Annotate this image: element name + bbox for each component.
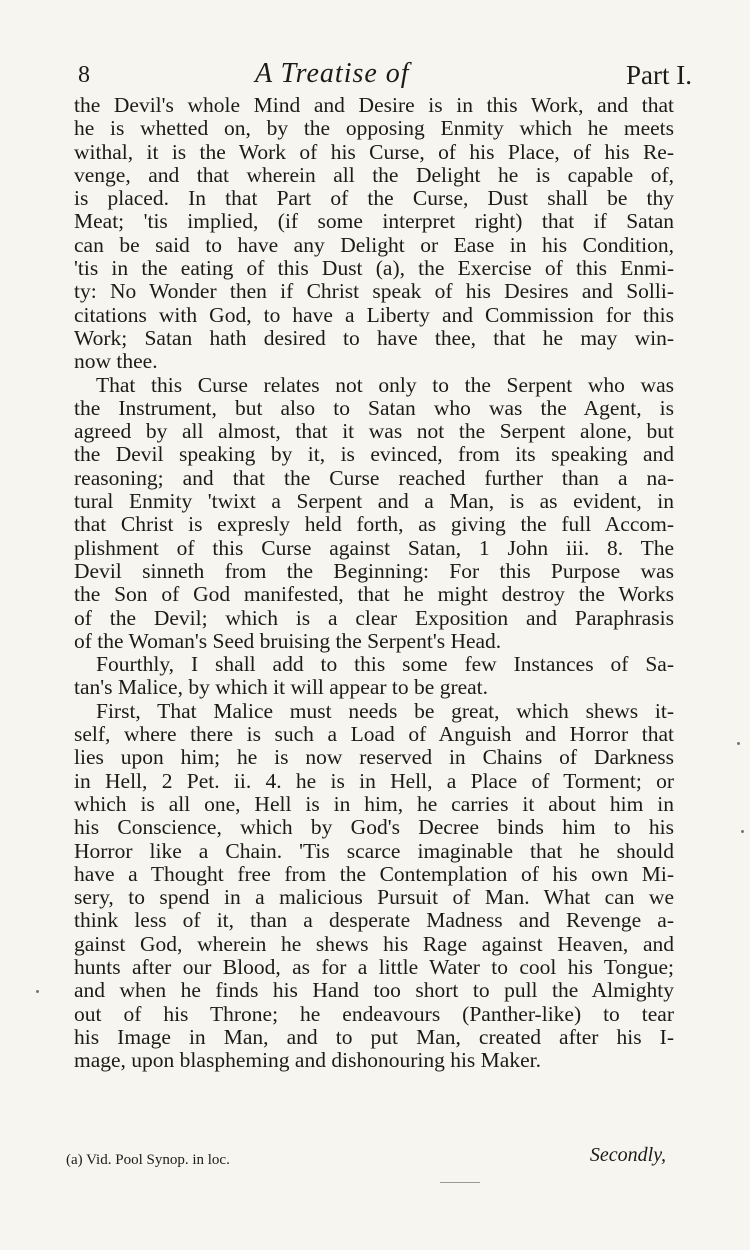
text-line: First, That Malice must needs be great, which shews it-	[96, 698, 674, 723]
text-line: can be said to have any Delight or Ease in his Condition,	[74, 232, 674, 257]
text-line: which is all one, Hell is in him, he carries it about him in	[74, 791, 674, 816]
text-line: tan's Malice, by which it will appear to be great.	[74, 675, 489, 700]
text-line: that Christ is expresly held forth, as giving the full Accom-	[74, 512, 674, 537]
margin-speck	[737, 742, 740, 745]
text-line: his Conscience, which by God's Decree binds him to his	[74, 815, 674, 840]
text-line: Meat; 'tis implied, (if some interpret right) that if Satan	[74, 209, 674, 234]
text-line: hunts after our Blood, as for a little Water to cool his Tongue;	[74, 954, 674, 979]
text-line: and when he finds his Hand too short to pull the Almighty	[74, 978, 674, 1003]
text-line: lies upon him; he is now reserved in Chains of Darkness	[74, 745, 674, 770]
text-line: his Image in Man, and to put Man, created after his I-	[74, 1024, 674, 1049]
text-line: the Son of God manifested, that he might destroy the Works	[74, 582, 674, 607]
part-label: Part I.	[626, 60, 692, 90]
text-line: agreed by all almost, that it was not the Serpent alone, but	[74, 419, 674, 444]
text-line: the Devil's whole Mind and Desire is in this Work, and that	[74, 93, 674, 117]
page-number: 8	[78, 62, 90, 88]
text-line: reasoning; and that the Curse reached further than a na-	[74, 465, 674, 490]
text-line: self, where there is such a Load of Anguish and Horror that	[74, 722, 674, 747]
text-line: withal, it is the Work of his Curse, of his Place, of his Re-	[74, 139, 674, 164]
text-line: have a Thought free from the Contemplation of his own Mi-	[74, 861, 674, 886]
text-line: in Hell, 2 Pet. ii. 4. he is in Hell, a Place of Torment; or	[74, 768, 674, 793]
text-line: out of his Throne; he endeavours (Panther-like) to tear	[74, 1001, 674, 1026]
text-line: citations with God, to have a Liberty and Commission for this	[74, 302, 674, 327]
text-line: of the Woman's Seed bruising the Serpent's Head.	[74, 628, 502, 653]
text-line: of the Devil; which is a clear Exposition and Paraphrasis	[74, 605, 674, 630]
text-line: mage, upon blaspheming and dishonouring his Maker.	[74, 1048, 541, 1073]
text-line: the Devil speaking by it, is evinced, from its speaking and	[74, 442, 674, 467]
text-line: is placed. In that Part of the Curse, Dust shall be thy	[74, 186, 674, 211]
text-line: gainst God, wherein he shews his Rage against Heaven, and	[74, 931, 674, 956]
text-line: plishment of this Curse against Satan, 1 John iii. 8. The	[74, 535, 674, 560]
text-line: now thee.	[74, 349, 158, 374]
text-line: sery, to spend in a malicious Pursuit of Man. What can we	[74, 885, 674, 910]
text-line: the Instrument, but also to Satan who was the Agent, is	[74, 395, 674, 420]
text-line: That this Curse relates not only to the Serpent who was	[96, 372, 674, 397]
text-line: tural Enmity 'twixt a Serpent and a Man, is as evident, in	[74, 489, 674, 514]
text-line: ty: No Wonder then if Christ speak of his Desires and Solli-	[74, 279, 674, 304]
text-line: 'tis in the eating of this Dust (a), the Exercise of this Enmi-	[74, 256, 674, 281]
text-line: think less of it, than a desperate Madness and Revenge a-	[74, 908, 674, 933]
body-text	[74, 94, 674, 1072]
text-line: he is whetted on, by the opposing Enmity which he meets	[74, 116, 674, 141]
text-line: Devil sinneth from the Beginning: For this Purpose was	[74, 558, 674, 583]
running-title: A Treatise of	[255, 58, 410, 89]
text-line: Work; Satan hath desired to have thee, that he may win-	[74, 325, 674, 350]
text-line: Fourthly, I shall add to this some few Instances of Sa-	[96, 652, 674, 677]
catchword: Secondly,	[589, 1144, 666, 1166]
text-line: Horror like a Chain. 'Tis scarce imaginable that he should	[74, 838, 674, 863]
margin-speck	[741, 830, 744, 833]
divider	[440, 1182, 480, 1183]
footnote: (a) Vid. Pool Synop. in loc.	[66, 1152, 230, 1168]
text-line: venge, and that wherein all the Delight he is capable of,	[74, 162, 674, 187]
margin-speck	[36, 990, 39, 993]
